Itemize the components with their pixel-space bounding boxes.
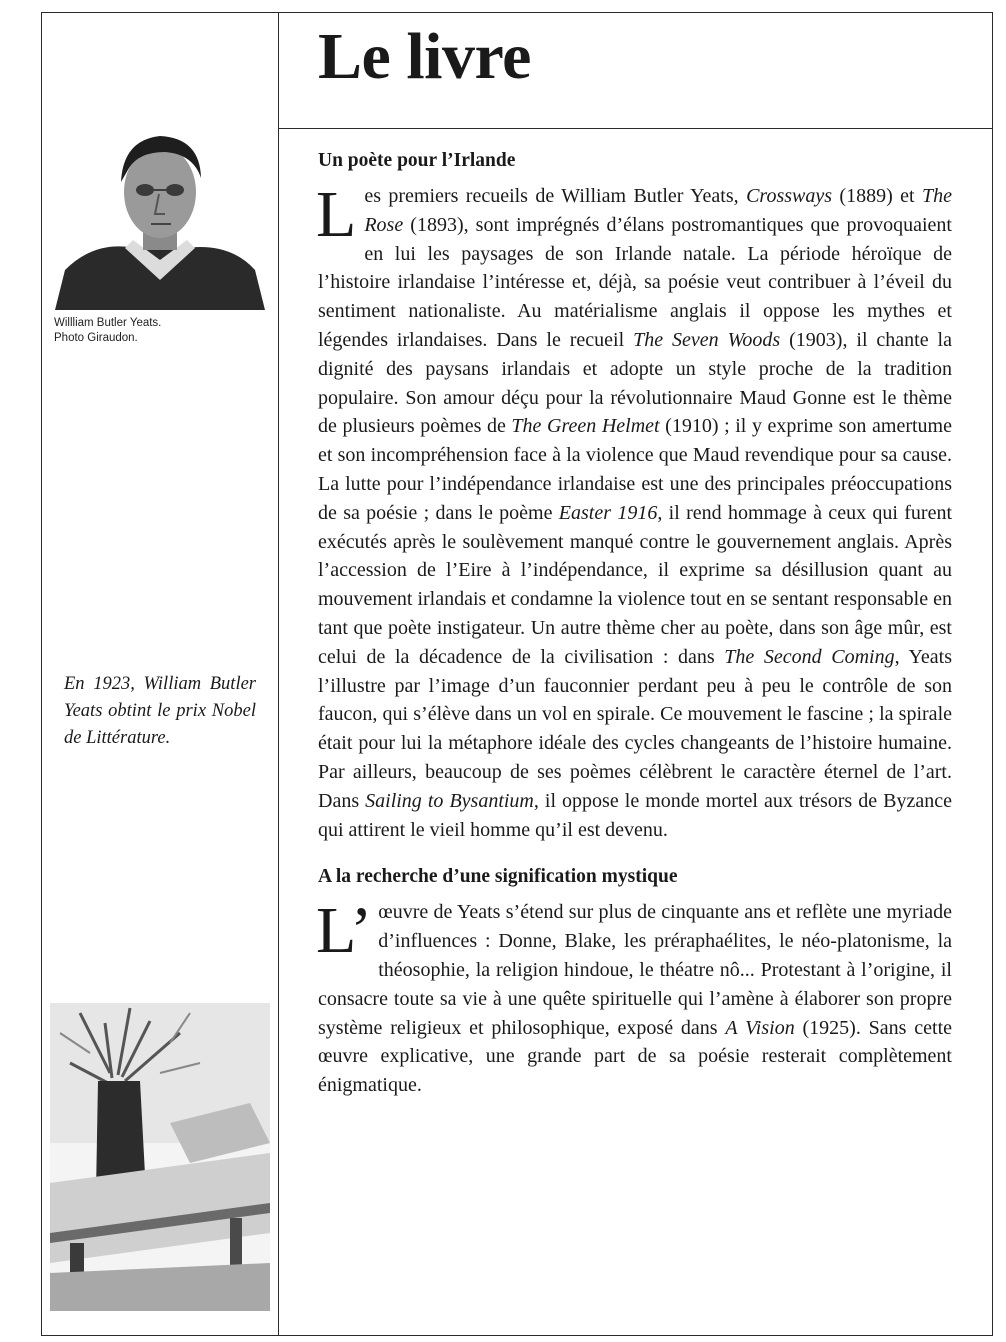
work-title: Crossways	[746, 185, 833, 207]
work-title: The Rose	[364, 185, 952, 236]
drop-cap: L’	[316, 894, 373, 968]
text-run: , il oppose le monde mortel aux trésors de Byzance qui attirent le vieil homme qu’il est devenu.	[318, 789, 952, 841]
section-heading-mystique: A la recherche d’une signification mystique	[318, 866, 678, 888]
section-heading-irlande: Un poète pour l’Irlande	[318, 150, 516, 171]
column-divider	[278, 12, 279, 1336]
portrait-caption	[54, 316, 161, 346]
still-life-painting	[50, 1003, 270, 1311]
section-body-irlande	[316, 178, 953, 844]
main-article	[318, 148, 952, 1100]
drop-cap: L	[316, 178, 357, 251]
title-rule	[278, 128, 993, 129]
nobel-sidenote: En 1923, William Butler Yeats obtint le prix Nobel de Littérature.	[64, 673, 256, 748]
text-run: (1910) ; il y exprime son amertume et son incompréhension face à la violence que Maud revendique pour sa cause. La lutte pour l’indépendance irlandaise est une des principales préoccupations de sa poésie ; dans le poème	[318, 415, 952, 524]
work-title: The Second Coming	[724, 645, 895, 668]
work-title: Easter 1916	[558, 501, 658, 524]
caption-line-2: Photo Giraudon.	[54, 332, 138, 344]
yeats-portrait-photo	[55, 120, 265, 310]
text-run: , il rend hommage à ceux qui furent exécutés après le soulèvement manqué contre le gouvernement anglais. Après l’accession de l’Eire à l’indépendance, il exprime sa désillusion quant au mouvement irlandais et condamne la violence tout en se sentant responsable en tant que poète instigateur. Un autre thème cher au poète, dans son âge mûr, est celui de la décadence de la civilisation : dans	[318, 501, 953, 668]
section-body-mystique	[316, 894, 953, 1100]
text-run: (1889) et	[832, 185, 922, 207]
text-run: (1925). Sans cette œuvre explicative, une grande part de sa poésie resterait complètement énigmatique.	[318, 1016, 953, 1097]
work-title: The Seven Woods	[633, 328, 781, 351]
text-run: (1893), sont imprégnés d’élans postromantiques que provoquaient en lui les paysages de son Irlande natale. La période héroïque de l’histoire irlandaise l’intéresse et, déjà, sa poésie veut contribuer à l’éveil du sentiment nationaliste. Au matérialisme anglais il oppose les mythes et légendes irlandaises. Dans le recueil	[318, 213, 952, 351]
text-run: , Yeats l’illustre par l’image d’un fauconnier perdant peu à peu le contrôle de son faucon, qui s’élève dans un vol en spirale. Ce mouvement le fascine ; la spirale était pour lui la métaphore idéale des cycles changeants de l’histoire humaine. Par ailleurs, beaucoup de ses poèmes célèbrent le caractère éternel de l’art. Dans	[318, 645, 953, 812]
text-run: es premiers recueils de William Butler Yeats,	[364, 185, 747, 207]
text-run: (1903), il chante la dignité des paysans irlandais et adopte un style proche de la tradition populaire. Son amour déçu pour la révolutionnaire Maud Gonne est le thème de plusieurs poèmes de	[318, 328, 952, 438]
caption-line-1: Willliam Butler Yeats.	[54, 317, 162, 329]
section-mystique	[318, 864, 952, 1100]
work-title: The Green Helmet	[511, 415, 660, 438]
work-title: A Vision	[725, 1016, 795, 1039]
page-title: Le livre	[318, 20, 531, 93]
text-run: œuvre de Yeats s’étend sur plus de cinquante ans et reflète une myriade d’influences : Donne, Blake, les préraphaélites, le néo-platonisme, la théosophie, la religion hindoue, le théatre nô... Protestant à l’origine, il consacre toute sa vie à une quête spirituelle qui l’amène à élaborer son propre système religieux et philosophique, exposé dans	[318, 901, 952, 1039]
work-title: Sailing to Bysantium	[365, 789, 534, 812]
